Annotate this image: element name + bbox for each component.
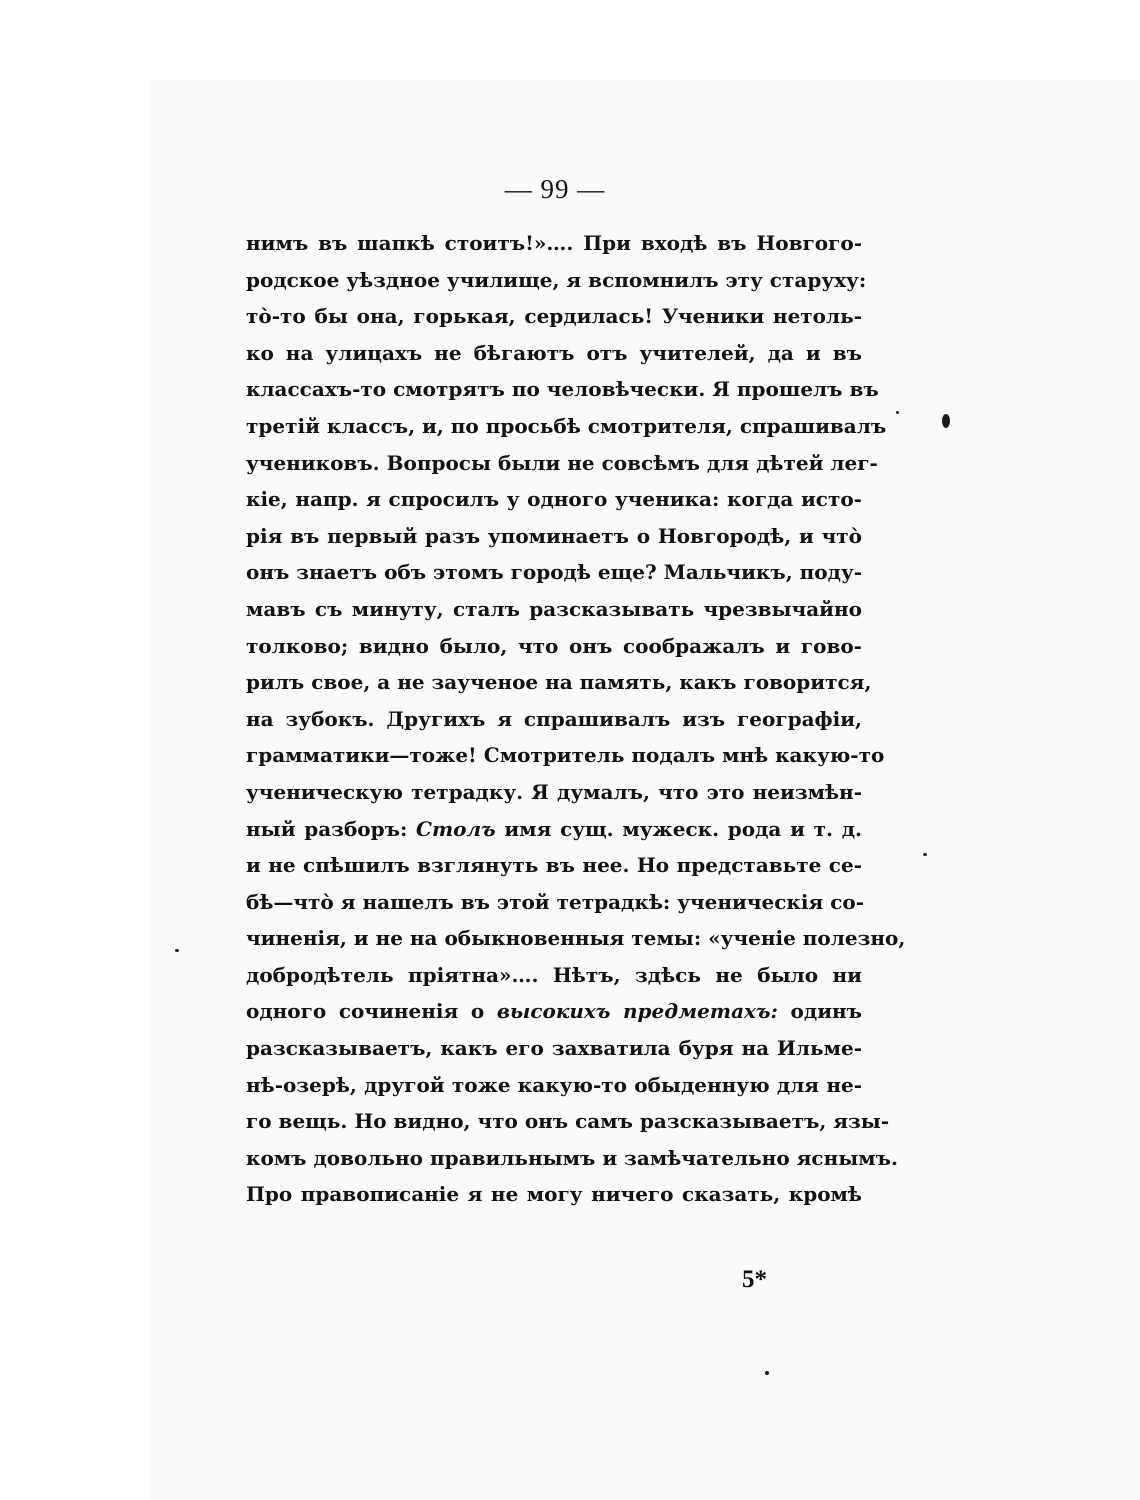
ink-speck [942, 414, 950, 428]
text-line: ко на улицахъ не бѣгаютъ отъ учителей, да и въ [246, 340, 862, 365]
text-line: грамматики—тоже! Смотритель подалъ мнѣ какую-то [246, 743, 885, 768]
ink-speck [175, 949, 179, 952]
text-line: Про правописаніе я не могу ничего сказать, кромѣ [246, 1182, 862, 1207]
italic-term: Столъ [416, 816, 496, 841]
text-line: онъ знаетъ объ этомъ городѣ еще? Мальчикъ, поду- [246, 560, 863, 585]
text-line: на зубокъ. Другихъ я спрашивалъ изъ географіи, [246, 706, 862, 731]
text-line: комъ довольно правильнымъ и замѣчательно яснымъ. [246, 1145, 898, 1170]
text-line: нѣ-озерѣ, другой тоже какую-то обыденную для не- [246, 1072, 862, 1097]
text-line: бѣ—что̀ я нашелъ въ этой тетрадкѣ: ученическія со- [246, 889, 865, 914]
ink-speck [896, 411, 899, 414]
text-line: разсказываетъ, какъ его захватила буря на Ильме- [246, 1036, 862, 1061]
text-line: го вещь. Но видно, что онъ самъ разсказываетъ, язы- [246, 1109, 890, 1134]
text-line: нимъ въ шапкѣ стоитъ!»…. При входѣ въ Новгого- [246, 231, 862, 255]
text-line: классахъ-то смотрятъ по человѣчески. Я прошелъ въ [246, 377, 879, 402]
text-line: ученическую тетрадку. Я думалъ, что это неизмѣн- [246, 779, 862, 804]
text-line: и не спѣшилъ взглянуть въ нее. Но представьте се- [246, 853, 862, 878]
text-line: добродѣтель пріятна»…. Нѣтъ, здѣсь не было ни [246, 962, 862, 987]
signature-mark: 5* [742, 1266, 767, 1293]
text-line: кіе, напр. я спросилъ у одного ученика: когда исто- [246, 487, 862, 512]
text-line: одного сочиненія о высокихъ предметахъ: одинъ [246, 999, 863, 1024]
text-line: родское уѣздное училище, я вспомнилъ эту старуху: [246, 267, 867, 292]
text-line: ный разборъ: Столъ имя сущ. мужеск. рода и т. д. [246, 816, 862, 841]
text-line: рилъ свое, а не заученое на память, какъ говорится, [246, 670, 872, 695]
page-number: — 99 — [504, 174, 606, 204]
body-text [246, 225, 906, 1213]
italic-term: высокихъ предметахъ: [496, 999, 778, 1024]
text-line: то̀-то бы она, горькая, сердилась! Ученики нетоль- [246, 304, 862, 329]
text-line: третій классъ, и, по просьбѣ смотрителя, спрашивалъ [246, 413, 887, 438]
text-line: толково; видно было, что онъ соображалъ и гово- [246, 633, 862, 658]
text-line: рія въ первый разъ упоминаетъ о Новгородѣ, и что̀ [246, 523, 862, 548]
text-line: мавъ съ минуту, сталъ разсказывать чрезвычайно [246, 596, 862, 621]
ink-speck [923, 853, 927, 856]
ink-speck [765, 1371, 769, 1375]
text-line: чиненія, и не на обыкновенныя темы: «ученіе полезно, [246, 926, 906, 951]
text-line: учениковъ. Вопросы были не совсѣмъ для дѣтей лег- [246, 450, 878, 475]
